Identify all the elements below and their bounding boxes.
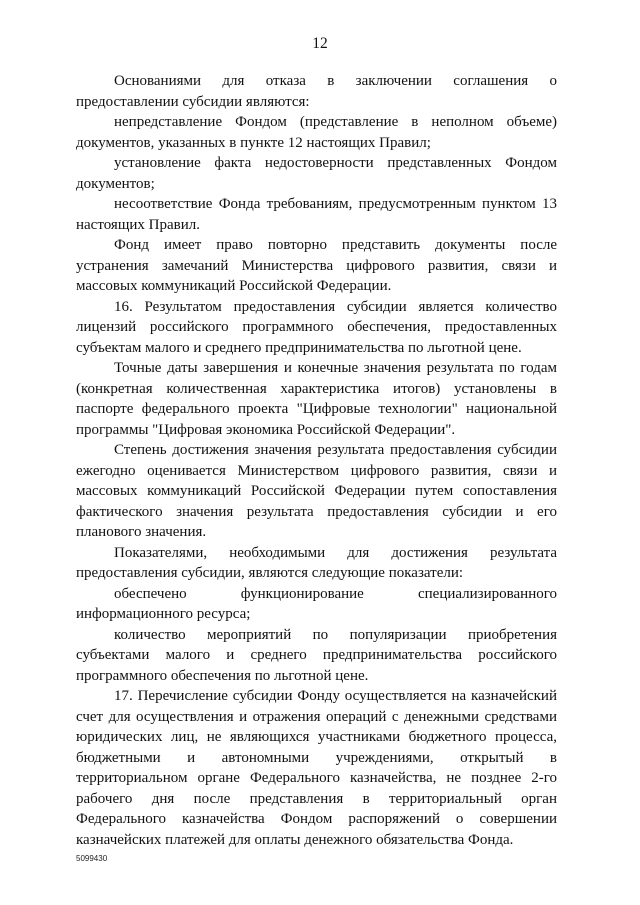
paragraph-nonsubmission: непредставление Фондом (представление в неполном объеме) документов, указанных в пункте 12 настоящих Правил; bbox=[76, 114, 557, 151]
paragraph-17-transfer: 17. Перечисление субсидии Фонду осуществляется на казначейский счет для осуществления и отражения операций с денежными средствами юридических лиц, не являющихся участниками бюджетного процесса, бюджетными и автономными учреждениями, открытый в территориальном органе Федерального казначейства, не позднее 2-го рабочего дня после представления в территориальный орган Федерального казначейства Фондом распоряжений о совершении казначейских платежей для оплаты денежного обязательства Фонда. bbox=[76, 688, 557, 848]
paragraph-inaccuracy: установление факта недостоверности представленных Фондом документов; bbox=[76, 155, 557, 192]
paragraph-events-count: количество мероприятий по популяризации приобретения субъектами малого и среднего предпринимательства российского программного обеспечения по льготной цене. bbox=[76, 626, 557, 684]
paragraph-resubmission: Фонд имеет право повторно представить документы после устранения замечаний Министерства цифрового развития, связи и массовых коммуникаций Российской Федерации. bbox=[76, 237, 557, 294]
paragraph-noncompliance: несоответствие Фонда требованиям, предусмотренным пунктом 13 настоящих Правил. bbox=[76, 196, 557, 233]
paragraph-16-result: 16. Результатом предоставления субсидии является количество лицензий российского программного обеспечения, предоставленных субъектам малого и среднего предпринимательства по льготной цене. bbox=[76, 298, 557, 356]
paragraph-info-resource: обеспечено функционирование специализированного информационного ресурса; bbox=[76, 585, 557, 622]
page-number: 12 bbox=[312, 35, 328, 52]
paragraph-dates-values: Точные даты завершения и конечные значения результата по годам (конкретная количественная характеристика итогов) установлены в паспорте федерального проекта "Цифровые технологии" национальной программы "Цифровая экономика Российской Федерации". bbox=[76, 360, 557, 438]
paragraph-indicators: Показателями, необходимыми для достижения результата предоставления субсидии, являются следующие показатели: bbox=[76, 544, 557, 581]
paragraph-assessment: Степень достижения значения результата предоставления субсидии ежегодно оценивается Министерством цифрового развития, связи и массовых коммуникаций Российской Федерации путем сопоставления фактического значения результата предоставления субсидии и его планового значения. bbox=[76, 442, 557, 540]
document-body bbox=[76, 71, 557, 850]
paragraph-refusal-grounds: Основаниями для отказа в заключении соглашения о предоставлении субсидии являются: bbox=[76, 73, 557, 110]
document-code: 5099430 bbox=[76, 854, 108, 863]
